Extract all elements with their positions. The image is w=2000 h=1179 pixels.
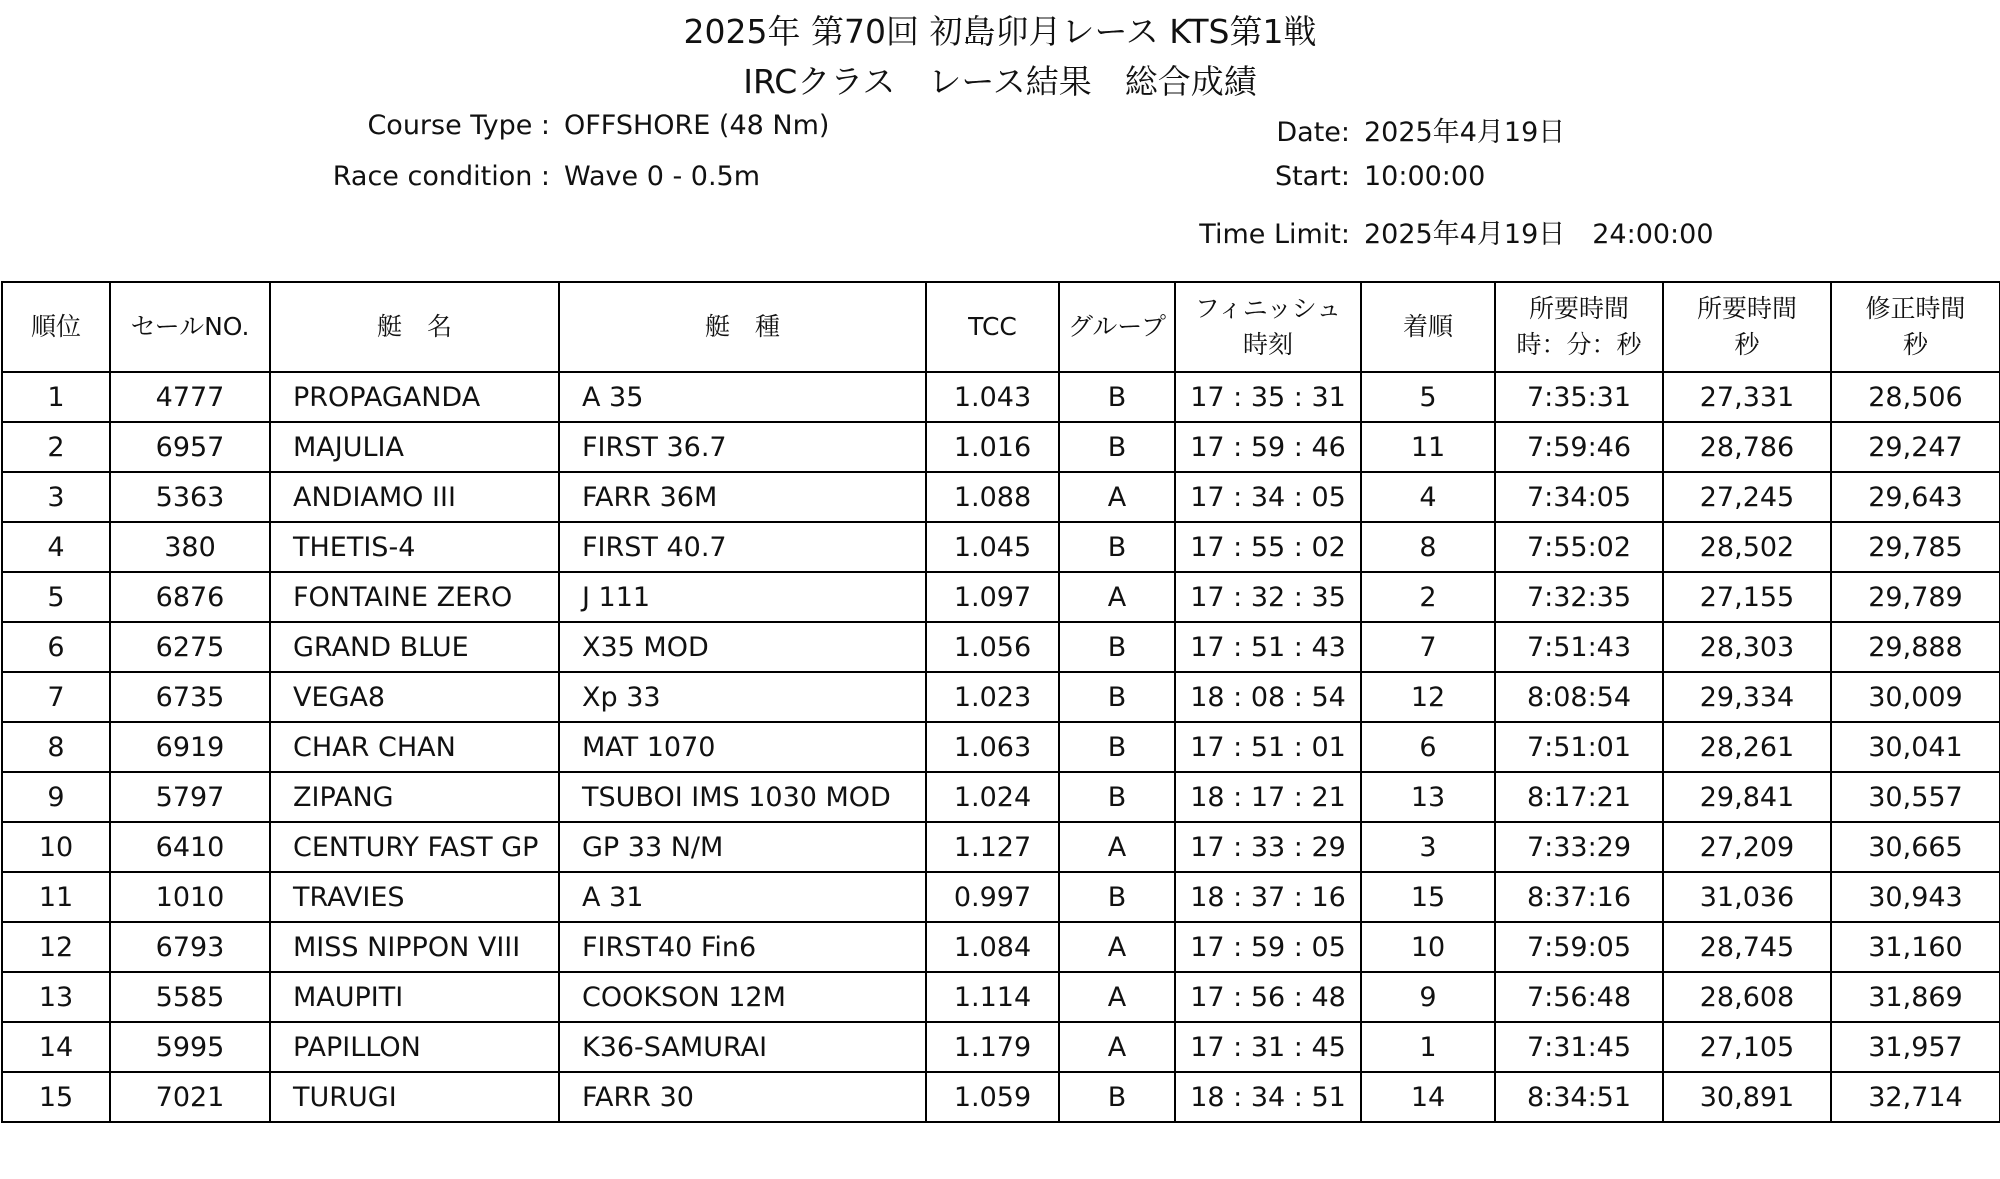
finish-order-cell: 5 bbox=[1361, 372, 1495, 422]
finish-order-cell: 15 bbox=[1361, 872, 1495, 922]
finish-time-cell: 17 : 51 : 01 bbox=[1175, 722, 1361, 772]
sail-no-cell: 6735 bbox=[110, 672, 270, 722]
header-elapsed-seconds-line2: 秒 bbox=[1734, 330, 1760, 359]
elapsed-hms-cell: 7:35:31 bbox=[1495, 372, 1663, 422]
elapsed-hms-cell: 7:34:05 bbox=[1495, 472, 1663, 522]
sail-no-cell: 5585 bbox=[110, 972, 270, 1022]
tcc-cell: 1.059 bbox=[926, 1072, 1059, 1122]
finish-time-cell: 17 : 56 : 48 bbox=[1175, 972, 1361, 1022]
table-row bbox=[2, 422, 2000, 472]
finish-order-cell: 8 bbox=[1361, 522, 1495, 572]
boat-name-cell: PROPAGANDA bbox=[270, 372, 559, 422]
race-info-left bbox=[280, 110, 829, 212]
corrected-seconds-cell: 31,869 bbox=[1831, 972, 2000, 1022]
rank-cell: 14 bbox=[2, 1022, 110, 1072]
finish-time-cell: 18 : 37 : 16 bbox=[1175, 872, 1361, 922]
finish-time-cell: 17 : 51 : 43 bbox=[1175, 622, 1361, 672]
tcc-cell: 1.127 bbox=[926, 822, 1059, 872]
tcc-cell: 1.088 bbox=[926, 472, 1059, 522]
tcc-cell: 1.063 bbox=[926, 722, 1059, 772]
page-subtitle: IRCクラス レース結果 総合成績 bbox=[743, 62, 1257, 101]
group-cell: A bbox=[1059, 922, 1175, 972]
corrected-seconds-cell: 29,643 bbox=[1831, 472, 2000, 522]
group-cell: A bbox=[1059, 822, 1175, 872]
finish-time-cell: 18 : 17 : 21 bbox=[1175, 772, 1361, 822]
boat-type-cell: A 35 bbox=[559, 372, 926, 422]
finish-order-cell: 11 bbox=[1361, 422, 1495, 472]
sail-no-cell: 1010 bbox=[110, 872, 270, 922]
elapsed-hms-cell: 7:31:45 bbox=[1495, 1022, 1663, 1072]
boat-name-cell: ZIPANG bbox=[270, 772, 559, 822]
boat-name-cell: GRAND BLUE bbox=[270, 622, 559, 672]
finish-time-cell: 17 : 55 : 02 bbox=[1175, 522, 1361, 572]
elapsed-hms-cell: 7:33:29 bbox=[1495, 822, 1663, 872]
elapsed-hms-cell: 7:56:48 bbox=[1495, 972, 1663, 1022]
rank-cell: 5 bbox=[2, 572, 110, 622]
header-corrected-seconds-line2: 秒 bbox=[1902, 330, 1928, 359]
boat-name-cell: TRAVIES bbox=[270, 872, 559, 922]
elapsed-seconds-cell: 28,786 bbox=[1663, 422, 1831, 472]
tcc-cell: 1.016 bbox=[926, 422, 1059, 472]
sail-no-cell: 6957 bbox=[110, 422, 270, 472]
start-value: 10:00:00 bbox=[1364, 161, 1486, 192]
elapsed-hms-cell: 7:32:35 bbox=[1495, 572, 1663, 622]
elapsed-seconds-cell: 28,502 bbox=[1663, 522, 1831, 572]
table-row bbox=[2, 472, 2000, 522]
table-row bbox=[2, 872, 2000, 922]
rank-cell: 12 bbox=[2, 922, 110, 972]
table-row bbox=[2, 722, 2000, 772]
sail-no-cell: 6876 bbox=[110, 572, 270, 622]
results-body bbox=[2, 372, 2000, 1122]
group-cell: B bbox=[1059, 422, 1175, 472]
group-cell: B bbox=[1059, 772, 1175, 822]
results-table bbox=[1, 281, 2000, 1123]
boat-type-cell: TSUBOI IMS 1030 MOD bbox=[559, 772, 926, 822]
group-cell: B bbox=[1059, 872, 1175, 922]
elapsed-hms-cell: 8:34:51 bbox=[1495, 1072, 1663, 1122]
boat-type-cell: COOKSON 12M bbox=[559, 972, 926, 1022]
corrected-seconds-cell: 29,247 bbox=[1831, 422, 2000, 472]
boat-type-cell: Xp 33 bbox=[559, 672, 926, 722]
finish-order-cell: 7 bbox=[1361, 622, 1495, 672]
finish-time-cell: 17 : 59 : 05 bbox=[1175, 922, 1361, 972]
boat-type-cell: MAT 1070 bbox=[559, 722, 926, 772]
tcc-cell: 1.114 bbox=[926, 972, 1059, 1022]
rank-cell: 3 bbox=[2, 472, 110, 522]
finish-order-cell: 12 bbox=[1361, 672, 1495, 722]
header-finish-order: 着順 bbox=[1361, 282, 1495, 372]
header-row bbox=[2, 282, 2000, 372]
corrected-seconds-cell: 30,009 bbox=[1831, 672, 2000, 722]
elapsed-seconds-cell: 27,155 bbox=[1663, 572, 1831, 622]
elapsed-hms-cell: 8:17:21 bbox=[1495, 772, 1663, 822]
elapsed-hms-cell: 8:37:16 bbox=[1495, 872, 1663, 922]
boat-name-cell: MAJULIA bbox=[270, 422, 559, 472]
boat-name-cell: CENTURY FAST GP bbox=[270, 822, 559, 872]
time-limit-row bbox=[1120, 212, 1714, 263]
group-cell: A bbox=[1059, 1022, 1175, 1072]
race-condition-row bbox=[280, 161, 829, 212]
header-tcc: TCC bbox=[926, 282, 1059, 372]
page-title: 2025年 第70回 初島卯月レース KTS第1戦 bbox=[683, 12, 1317, 51]
boat-name-cell: MAUPITI bbox=[270, 972, 559, 1022]
elapsed-seconds-cell: 28,303 bbox=[1663, 622, 1831, 672]
rank-cell: 10 bbox=[2, 822, 110, 872]
sail-no-cell: 380 bbox=[110, 522, 270, 572]
finish-order-cell: 13 bbox=[1361, 772, 1495, 822]
rank-cell: 8 bbox=[2, 722, 110, 772]
elapsed-seconds-cell: 27,331 bbox=[1663, 372, 1831, 422]
tcc-cell: 1.043 bbox=[926, 372, 1059, 422]
corrected-seconds-cell: 29,789 bbox=[1831, 572, 2000, 622]
finish-order-cell: 2 bbox=[1361, 572, 1495, 622]
corrected-seconds-cell: 28,506 bbox=[1831, 372, 2000, 422]
corrected-seconds-cell: 32,714 bbox=[1831, 1072, 2000, 1122]
boat-name-cell: MISS NIPPON VIII bbox=[270, 922, 559, 972]
corrected-seconds-cell: 30,041 bbox=[1831, 722, 2000, 772]
corrected-seconds-cell: 29,785 bbox=[1831, 522, 2000, 572]
tcc-cell: 1.023 bbox=[926, 672, 1059, 722]
group-cell: B bbox=[1059, 672, 1175, 722]
header-corrected-seconds-line1: 修正時間 bbox=[1865, 294, 1966, 323]
boat-type-cell: A 31 bbox=[559, 872, 926, 922]
header-finish-time bbox=[1175, 282, 1361, 372]
boat-type-cell: FARR 36M bbox=[559, 472, 926, 522]
start-label: Start: bbox=[1274, 161, 1350, 192]
table-row bbox=[2, 572, 2000, 622]
sail-no-cell: 6919 bbox=[110, 722, 270, 772]
group-cell: B bbox=[1059, 722, 1175, 772]
boat-type-cell: K36-SAMURAI bbox=[559, 1022, 926, 1072]
header-elapsed-hms-line2: 時：分：秒 bbox=[1516, 330, 1642, 359]
sail-no-cell: 6275 bbox=[110, 622, 270, 672]
finish-order-cell: 4 bbox=[1361, 472, 1495, 522]
date-value: 2025年4月19日 bbox=[1364, 117, 1566, 148]
boat-type-cell: FIRST 36.7 bbox=[559, 422, 926, 472]
elapsed-seconds-cell: 27,245 bbox=[1663, 472, 1831, 522]
tcc-cell: 1.097 bbox=[926, 572, 1059, 622]
header-finish-time-line1: フィニッシュ bbox=[1194, 294, 1342, 323]
header-group: グループ bbox=[1059, 282, 1175, 372]
elapsed-seconds-cell: 29,334 bbox=[1663, 672, 1831, 722]
finish-time-cell: 17 : 34 : 05 bbox=[1175, 472, 1361, 522]
tcc-cell: 1.056 bbox=[926, 622, 1059, 672]
elapsed-seconds-cell: 28,261 bbox=[1663, 722, 1831, 772]
boat-name-cell: ANDIAMO III bbox=[270, 472, 559, 522]
sail-no-cell: 5797 bbox=[110, 772, 270, 822]
race-condition-value: Wave 0 - 0.5m bbox=[564, 161, 761, 192]
elapsed-seconds-cell: 27,105 bbox=[1663, 1022, 1831, 1072]
elapsed-seconds-cell: 30,891 bbox=[1663, 1072, 1831, 1122]
elapsed-hms-cell: 7:59:05 bbox=[1495, 922, 1663, 972]
group-cell: B bbox=[1059, 522, 1175, 572]
header-rank: 順位 bbox=[2, 282, 110, 372]
elapsed-hms-cell: 7:59:46 bbox=[1495, 422, 1663, 472]
sail-no-cell: 5363 bbox=[110, 472, 270, 522]
finish-order-cell: 14 bbox=[1361, 1072, 1495, 1122]
date-label: Date: bbox=[1276, 117, 1350, 148]
elapsed-hms-cell: 7:51:43 bbox=[1495, 622, 1663, 672]
sail-no-cell: 5995 bbox=[110, 1022, 270, 1072]
elapsed-seconds-cell: 27,209 bbox=[1663, 822, 1831, 872]
boat-name-cell: FONTAINE ZERO bbox=[270, 572, 559, 622]
corrected-seconds-cell: 31,957 bbox=[1831, 1022, 2000, 1072]
boat-name-cell: CHAR CHAN bbox=[270, 722, 559, 772]
tcc-cell: 0.997 bbox=[926, 872, 1059, 922]
elapsed-hms-cell: 7:55:02 bbox=[1495, 522, 1663, 572]
table-row bbox=[2, 972, 2000, 1022]
corrected-seconds-cell: 30,665 bbox=[1831, 822, 2000, 872]
start-row bbox=[1120, 161, 1714, 212]
group-cell: B bbox=[1059, 622, 1175, 672]
header-elapsed-seconds bbox=[1663, 282, 1831, 372]
finish-order-cell: 3 bbox=[1361, 822, 1495, 872]
header-elapsed-hms-line1: 所要時間 bbox=[1528, 294, 1629, 323]
boat-type-cell: J 111 bbox=[559, 572, 926, 622]
table-row bbox=[2, 522, 2000, 572]
table-row bbox=[2, 772, 2000, 822]
rank-cell: 2 bbox=[2, 422, 110, 472]
header-boat-type: 艇 種 bbox=[559, 282, 926, 372]
table-row bbox=[2, 622, 2000, 672]
time-limit-value: 2025年4月19日 24:00:00 bbox=[1364, 219, 1714, 250]
boat-type-cell: X35 MOD bbox=[559, 622, 926, 672]
finish-order-cell: 1 bbox=[1361, 1022, 1495, 1072]
elapsed-seconds-cell: 29,841 bbox=[1663, 772, 1831, 822]
elapsed-seconds-cell: 28,608 bbox=[1663, 972, 1831, 1022]
elapsed-hms-cell: 7:51:01 bbox=[1495, 722, 1663, 772]
tcc-cell: 1.045 bbox=[926, 522, 1059, 572]
header-elapsed-seconds-line1: 所要時間 bbox=[1696, 294, 1797, 323]
boat-type-cell: FIRST 40.7 bbox=[559, 522, 926, 572]
group-cell: A bbox=[1059, 972, 1175, 1022]
boat-type-cell: GP 33 N/M bbox=[559, 822, 926, 872]
table-row bbox=[2, 822, 2000, 872]
rank-cell: 13 bbox=[2, 972, 110, 1022]
course-type-value: OFFSHORE (48 Nm) bbox=[564, 110, 830, 141]
boat-name-cell: TURUGI bbox=[270, 1072, 559, 1122]
boat-type-cell: FIRST40 Fin6 bbox=[559, 922, 926, 972]
rank-cell: 9 bbox=[2, 772, 110, 822]
group-cell: A bbox=[1059, 472, 1175, 522]
tcc-cell: 1.024 bbox=[926, 772, 1059, 822]
finish-time-cell: 17 : 35 : 31 bbox=[1175, 372, 1361, 422]
finish-time-cell: 18 : 08 : 54 bbox=[1175, 672, 1361, 722]
group-cell: B bbox=[1059, 1072, 1175, 1122]
rank-cell: 1 bbox=[2, 372, 110, 422]
table-row bbox=[2, 1022, 2000, 1072]
corrected-seconds-cell: 29,888 bbox=[1831, 622, 2000, 672]
boat-name-cell: PAPILLON bbox=[270, 1022, 559, 1072]
tcc-cell: 1.084 bbox=[926, 922, 1059, 972]
group-cell: A bbox=[1059, 572, 1175, 622]
corrected-seconds-cell: 30,557 bbox=[1831, 772, 2000, 822]
elapsed-hms-cell: 8:08:54 bbox=[1495, 672, 1663, 722]
boat-name-cell: THETIS-4 bbox=[270, 522, 559, 572]
corrected-seconds-cell: 31,160 bbox=[1831, 922, 2000, 972]
header-sail-no: セールNO. bbox=[110, 282, 270, 372]
table-row bbox=[2, 372, 2000, 422]
finish-time-cell: 17 : 32 : 35 bbox=[1175, 572, 1361, 622]
elapsed-seconds-cell: 28,745 bbox=[1663, 922, 1831, 972]
header-finish-time-line2: 時刻 bbox=[1242, 330, 1293, 359]
rank-cell: 4 bbox=[2, 522, 110, 572]
rank-cell: 11 bbox=[2, 872, 110, 922]
course-type-row bbox=[280, 110, 829, 161]
finish-time-cell: 17 : 31 : 45 bbox=[1175, 1022, 1361, 1072]
rank-cell: 15 bbox=[2, 1072, 110, 1122]
tcc-cell: 1.179 bbox=[926, 1022, 1059, 1072]
header-corrected-seconds bbox=[1831, 282, 2000, 372]
race-info-right bbox=[1120, 110, 1714, 263]
sail-no-cell: 6410 bbox=[110, 822, 270, 872]
boat-name-cell: VEGA8 bbox=[270, 672, 559, 722]
table-row bbox=[2, 922, 2000, 972]
race-condition-label: Race condition : bbox=[332, 161, 550, 192]
boat-type-cell: FARR 30 bbox=[559, 1072, 926, 1122]
finish-time-cell: 17 : 59 : 46 bbox=[1175, 422, 1361, 472]
finish-order-cell: 9 bbox=[1361, 972, 1495, 1022]
corrected-seconds-cell: 30,943 bbox=[1831, 872, 2000, 922]
course-type-label: Course Type : bbox=[367, 110, 550, 141]
rank-cell: 7 bbox=[2, 672, 110, 722]
elapsed-seconds-cell: 31,036 bbox=[1663, 872, 1831, 922]
table-row bbox=[2, 672, 2000, 722]
header-boat-name: 艇 名 bbox=[270, 282, 559, 372]
group-cell: B bbox=[1059, 372, 1175, 422]
finish-time-cell: 18 : 34 : 51 bbox=[1175, 1072, 1361, 1122]
header-elapsed-hms bbox=[1495, 282, 1663, 372]
finish-time-cell: 17 : 33 : 29 bbox=[1175, 822, 1361, 872]
sail-no-cell: 6793 bbox=[110, 922, 270, 972]
sail-no-cell: 7021 bbox=[110, 1072, 270, 1122]
time-limit-label: Time Limit: bbox=[1199, 219, 1350, 250]
table-row bbox=[2, 1072, 2000, 1122]
finish-order-cell: 10 bbox=[1361, 922, 1495, 972]
rank-cell: 6 bbox=[2, 622, 110, 672]
sail-no-cell: 4777 bbox=[110, 372, 270, 422]
date-row bbox=[1120, 110, 1714, 161]
finish-order-cell: 6 bbox=[1361, 722, 1495, 772]
